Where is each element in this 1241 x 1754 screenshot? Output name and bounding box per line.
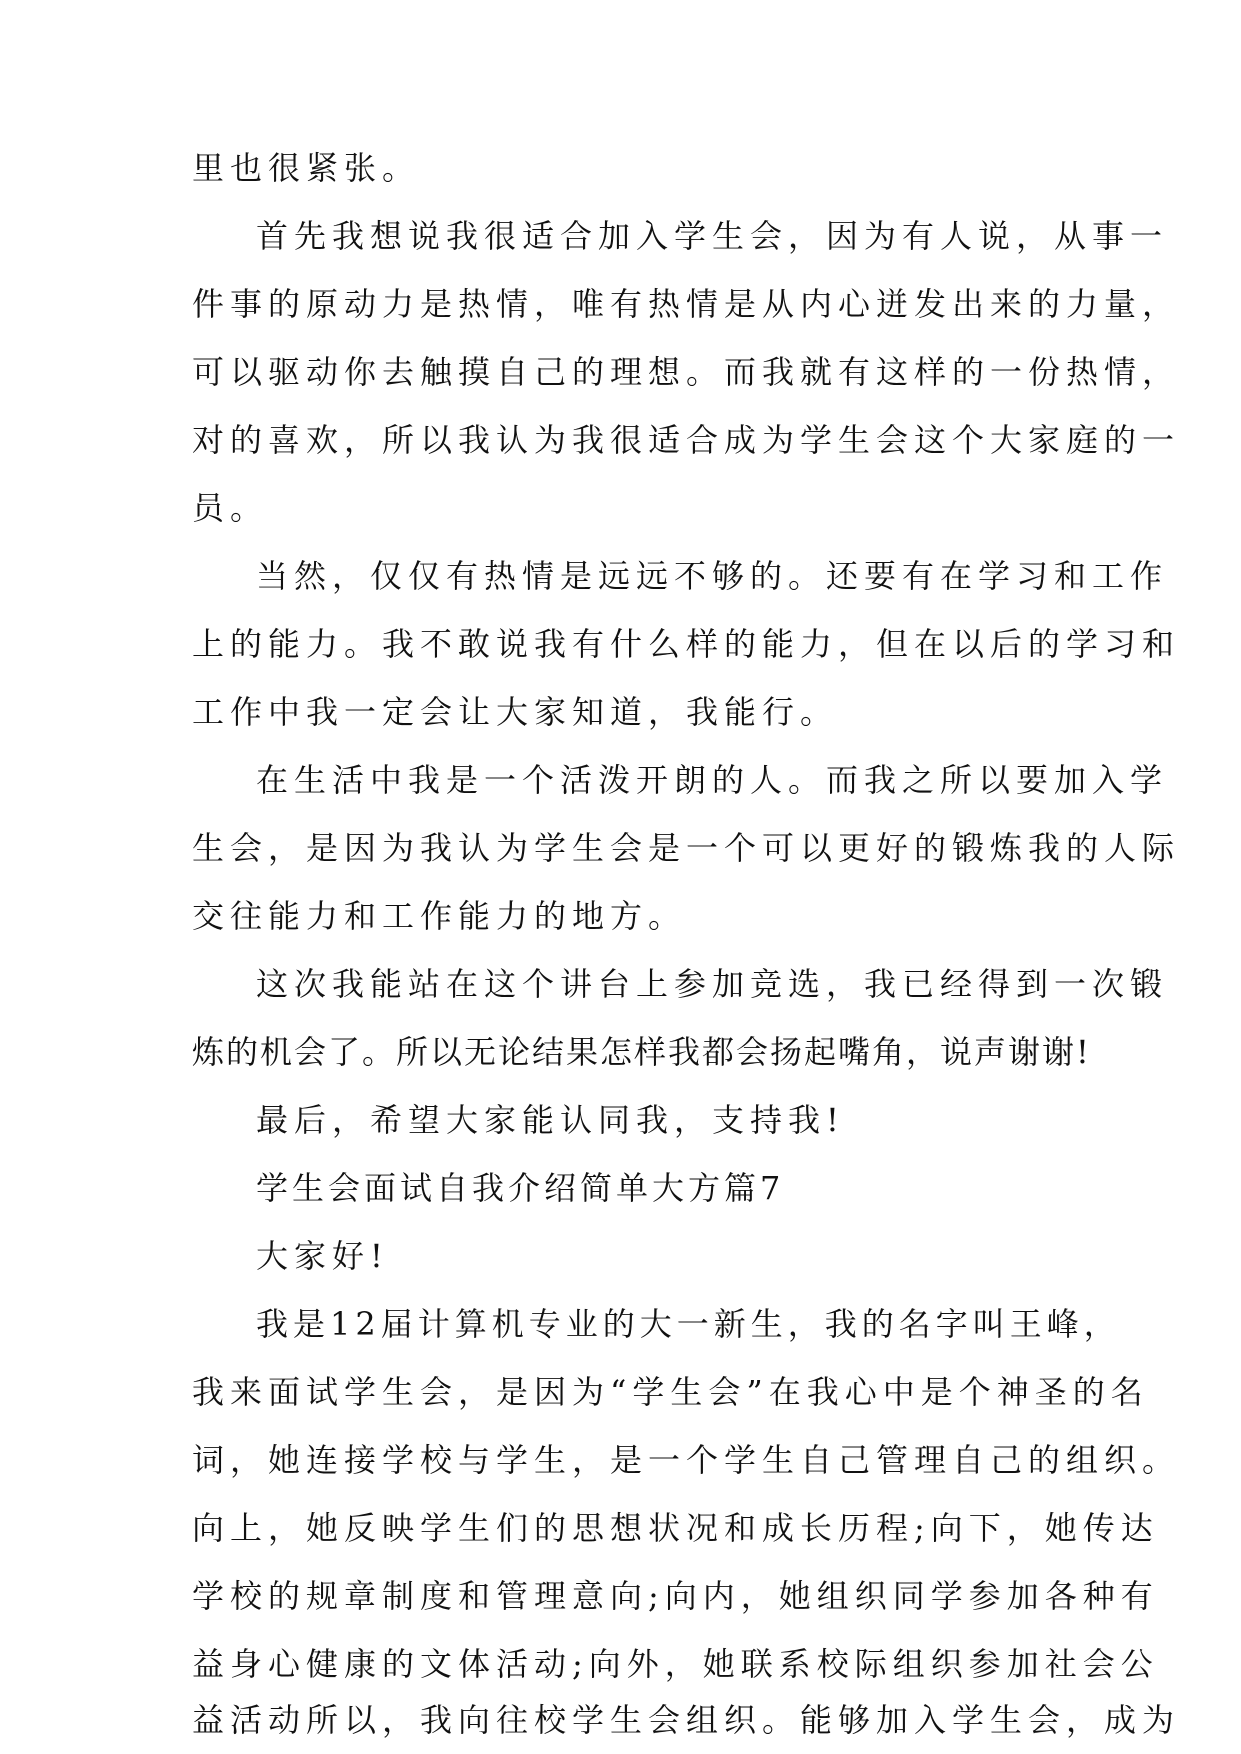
text-line: 里也很紧张。 [192, 149, 421, 187]
text-line: 学校的规章制度和管理意向;向内，她组织同学参加各种有 [192, 1577, 1159, 1615]
paragraph-start-line: 我是12届计算机专业的大一新生，我的名字叫王峰， [256, 1305, 1121, 1343]
text-line: 对的喜欢，所以我认为我很适合成为学生会这个大家庭的一 [192, 421, 1181, 459]
paragraph-start-line: 当然，仅仅有热情是远远不够的。还要有在学习和工作 [256, 557, 1169, 595]
text-line: 员。 [192, 489, 269, 527]
text-line: 炼的机会了。所以无论结果怎样我都会扬起嘴角，说声谢谢! [192, 1033, 1091, 1071]
text-line: 益活动所以，我向往校学生会组织。能够加入学生会，成为 [192, 1701, 1181, 1739]
text-line: 上的能力。我不敢说我有什么样的能力，但在以后的学习和 [192, 625, 1181, 663]
greeting-line: 大家好! [256, 1237, 389, 1275]
text-line: 件事的原动力是热情，唯有热情是从内心迸发出来的力量， [192, 285, 1181, 323]
section-heading: 学生会面试自我介绍简单大方篇7 [256, 1169, 785, 1207]
text-line: 工作中我一定会让大家知道，我能行。 [192, 693, 839, 731]
text-line: 向上，她反映学生们的思想状况和成长历程;向下，她传达 [192, 1509, 1159, 1547]
paragraph-start-line: 最后，希望大家能认同我，支持我! [256, 1101, 845, 1139]
text-line: 词，她连接学校与学生，是一个学生自己管理自己的组织。 [192, 1441, 1181, 1479]
paragraph-start-line: 在生活中我是一个活泼开朗的人。而我之所以要加入学 [256, 761, 1169, 799]
paragraph-start-line: 首先我想说我很适合加入学生会，因为有人说，从事一 [256, 217, 1169, 255]
text-line: 我来面试学生会，是因为“学生会”在我心中是个神圣的名 [192, 1373, 1149, 1411]
text-line: 可以驱动你去触摸自己的理想。而我就有这样的一份热情， [192, 353, 1181, 391]
text-line: 益身心健康的文体活动;向外，她联系校际组织参加社会公 [192, 1645, 1159, 1683]
text-line: 生会，是因为我认为学生会是一个可以更好的锻炼我的人际 [192, 829, 1181, 867]
paragraph-start-line: 这次我能站在这个讲台上参加竞选，我已经得到一次锻 [256, 965, 1169, 1003]
text-line: 交往能力和工作能力的地方。 [192, 897, 687, 935]
